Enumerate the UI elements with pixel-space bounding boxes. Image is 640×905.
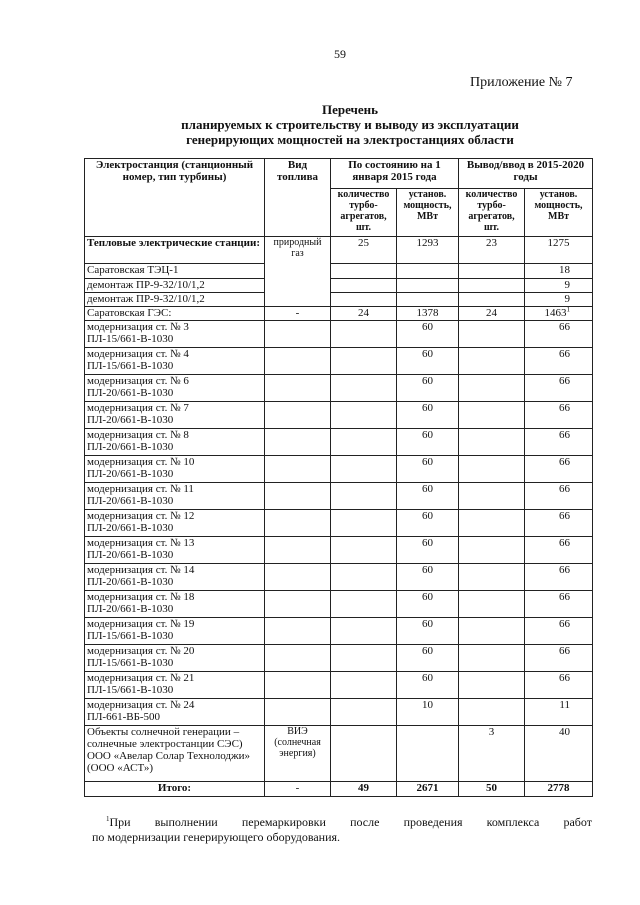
- footnote-word: перемаркировки: [241, 815, 326, 829]
- table-row-solar: [85, 726, 593, 782]
- footnote-word: после: [350, 815, 380, 829]
- capacity-value: 60: [397, 429, 459, 456]
- table-row-thermal: [85, 237, 593, 264]
- station-name: [85, 672, 265, 699]
- station-name: [85, 321, 265, 348]
- table-row-hydro: [85, 307, 593, 321]
- station-name: Саратовская ТЭЦ-1: [85, 264, 265, 279]
- capacity-value: 60: [397, 564, 459, 591]
- capacity2-value: 66: [525, 564, 593, 591]
- capacity-value: 60: [397, 483, 459, 510]
- table-row-modernization: [85, 429, 593, 456]
- station-name: Тепловые электрические станции:: [85, 237, 265, 264]
- modernization-title: модернизация ст. № 6: [87, 375, 189, 387]
- modernization-title: модернизация ст. № 12: [87, 510, 195, 522]
- modernization-title: модернизация ст. № 3: [87, 321, 189, 333]
- table-row-tec: [85, 264, 593, 279]
- capacity-value: 60: [397, 645, 459, 672]
- capacity2-value: 66: [525, 429, 593, 456]
- station-name: Объекты солнечной генерации – солнечные электростанции СЭС) ООО «Авелар Солар Технолоджи» (ООО «АСТ»): [85, 726, 265, 782]
- table-row-modernization: [85, 375, 593, 402]
- station-name: [85, 645, 265, 672]
- header-state-2015: По состоянию на 1 января 2015 года: [331, 159, 459, 189]
- footnote-word: работ: [563, 815, 592, 829]
- fuel-type: -: [265, 307, 331, 321]
- capacity-total: 2671: [397, 782, 459, 797]
- fuel-type: -: [265, 782, 331, 797]
- footnote-mark: 1: [106, 815, 110, 823]
- station-name: [85, 429, 265, 456]
- turbine-type: ПЛ-15/661-В-1030: [87, 333, 174, 345]
- units2-value: 3: [459, 726, 525, 782]
- footnote: [92, 815, 592, 845]
- station-name: [85, 348, 265, 375]
- capacity2-value: 66: [525, 402, 593, 429]
- capacity2-number: 1463: [544, 307, 567, 319]
- header-capacity: установ. мощность, МВт: [397, 189, 459, 237]
- turbine-type: ПЛ-20/661-В-1030: [87, 468, 174, 480]
- capacity-table: [84, 158, 593, 797]
- capacity2-value: 9: [525, 293, 593, 307]
- capacity-value: 1293: [397, 237, 459, 264]
- table-row-modernization: [85, 618, 593, 645]
- footnote-line-2: по модернизации генерирующего оборудования.: [92, 830, 341, 844]
- turbine-type: ПЛ-20/661-В-1030: [87, 603, 174, 615]
- station-name: Саратовская ГЭС:: [85, 307, 265, 321]
- capacity2-value: 66: [525, 510, 593, 537]
- station-name: [85, 483, 265, 510]
- table-row-modernization: [85, 321, 593, 348]
- turbine-type: ПЛ-20/661-В-1030: [87, 441, 174, 453]
- footnote-word: [106, 815, 131, 830]
- turbine-type: ПЛ-661-ВБ-500: [87, 711, 161, 723]
- document-title: Перечень: [321, 102, 379, 117]
- capacity2-value: 66: [525, 321, 593, 348]
- station-name: [85, 564, 265, 591]
- turbine-type: ПЛ-15/661-В-1030: [87, 630, 174, 642]
- turbine-type: ПЛ-15/661-В-1030: [87, 684, 174, 696]
- appendix-label: Приложение № 7: [470, 75, 573, 90]
- footnote-word: комплекса: [486, 815, 540, 829]
- turbine-type: ПЛ-20/661-В-1030: [87, 522, 174, 534]
- capacity2-value: 66: [525, 618, 593, 645]
- capacity-value: 60: [397, 618, 459, 645]
- capacity2-value: [525, 307, 593, 321]
- modernization-title: модернизация ст. № 10: [87, 456, 195, 468]
- table-row-modernization: [85, 564, 593, 591]
- capacity2-value: 66: [525, 672, 593, 699]
- table-row-modernization: [85, 510, 593, 537]
- turbine-type: ПЛ-15/661-В-1030: [87, 360, 174, 372]
- capacity-value: 1378: [397, 307, 459, 321]
- station-name: [85, 510, 265, 537]
- capacity-value: 60: [397, 348, 459, 375]
- capacity-value: 60: [397, 672, 459, 699]
- station-name: [85, 402, 265, 429]
- turbine-type: ПЛ-15/661-В-1030: [87, 657, 174, 669]
- table-row-modernization: [85, 672, 593, 699]
- modernization-title: модернизация ст. № 7: [87, 402, 189, 414]
- capacity2-value: 1275: [525, 237, 593, 264]
- capacity2-value: 66: [525, 456, 593, 483]
- station-name: демонтаж ПР-9-32/10/1,2: [85, 293, 265, 307]
- modernization-title: модернизация ст. № 20: [87, 645, 195, 657]
- footnote-word: проведения: [403, 815, 463, 829]
- units-value: 25: [331, 237, 397, 264]
- modernization-title: модернизация ст. № 4: [87, 348, 189, 360]
- modernization-title: модернизация ст. № 14: [87, 564, 195, 576]
- capacity2-value: 40: [525, 726, 593, 782]
- station-name: [85, 537, 265, 564]
- table-row-modernization: [85, 348, 593, 375]
- station-name: [85, 456, 265, 483]
- header-units-2: количество турбо-агрегатов, шт.: [459, 189, 525, 237]
- station-name: [85, 375, 265, 402]
- capacity2-value: 66: [525, 483, 593, 510]
- capacity2-value: 66: [525, 348, 593, 375]
- document-subtitle-line-2: генерирующих мощностей на электростанциях области: [186, 132, 514, 147]
- units2-value: 23: [459, 237, 525, 264]
- footnote-marker: 1: [566, 306, 571, 314]
- units-total: 49: [331, 782, 397, 797]
- header-fuel: Вид топлива: [265, 159, 331, 237]
- station-name: демонтаж ПР-9-32/10/1,2: [85, 279, 265, 293]
- capacity-value: 60: [397, 321, 459, 348]
- capacity-value: 10: [397, 699, 459, 726]
- table-row-modernization: [85, 645, 593, 672]
- station-name: [85, 699, 265, 726]
- fuel-type: природный газ: [265, 237, 331, 307]
- table-row-modernization: [85, 699, 593, 726]
- capacity-value: 60: [397, 591, 459, 618]
- footnote-word-text: При: [109, 815, 131, 829]
- header-station: Электростанция (станционный номер, тип турбины): [85, 159, 265, 237]
- modernization-title: модернизация ст. № 18: [87, 591, 195, 603]
- document-subtitle-line-1: планируемых к строительству и выводу из эксплуатации: [181, 117, 519, 132]
- modernization-title: модернизация ст. № 19: [87, 618, 195, 630]
- modernization-title: модернизация ст. № 21: [87, 672, 195, 684]
- footnote-line-1: [92, 815, 592, 830]
- table-row-modernization: [85, 456, 593, 483]
- modernization-title: модернизация ст. № 8: [87, 429, 189, 441]
- capacity2-value: 9: [525, 279, 593, 293]
- capacity-value: 60: [397, 510, 459, 537]
- table-row-modernization: [85, 483, 593, 510]
- capacity-value: 60: [397, 537, 459, 564]
- turbine-type: ПЛ-20/661-В-1030: [87, 495, 174, 507]
- turbine-type: ПЛ-20/661-В-1030: [87, 414, 174, 426]
- modernization-title: модернизация ст. № 24: [87, 699, 195, 711]
- table-row-dismantle: [85, 293, 593, 307]
- units-value: 24: [331, 307, 397, 321]
- capacity2-total: 2778: [525, 782, 593, 797]
- station-name: [85, 618, 265, 645]
- footnote-word: выполнении: [154, 815, 218, 829]
- turbine-type: ПЛ-20/661-В-1030: [87, 576, 174, 588]
- capacity2-value: 66: [525, 591, 593, 618]
- capacity2-value: 18: [525, 264, 593, 279]
- turbine-type: ПЛ-20/661-В-1030: [87, 549, 174, 561]
- capacity-value: 60: [397, 402, 459, 429]
- table-row-modernization: [85, 537, 593, 564]
- capacity-value: 60: [397, 375, 459, 402]
- fuel-type: ВИЭ (солнечная энергия): [265, 726, 331, 782]
- table-row-modernization: [85, 402, 593, 429]
- header-units: количество турбо-агрегатов, шт.: [331, 189, 397, 237]
- units2-total: 50: [459, 782, 525, 797]
- total-label: Итого:: [85, 782, 265, 797]
- table-row-modernization: [85, 591, 593, 618]
- table-row-dismantle: [85, 279, 593, 293]
- capacity-value: 60: [397, 456, 459, 483]
- modernization-title: модернизация ст. № 11: [87, 483, 194, 495]
- station-name: [85, 591, 265, 618]
- modernization-title: модернизация ст. № 13: [87, 537, 195, 549]
- capacity2-value: 66: [525, 537, 593, 564]
- capacity2-value: 66: [525, 375, 593, 402]
- page-number: 59: [334, 47, 346, 61]
- capacity2-value: 11: [525, 699, 593, 726]
- turbine-type: ПЛ-20/661-В-1030: [87, 387, 174, 399]
- units2-value: 24: [459, 307, 525, 321]
- header-capacity-2: установ. мощность, МВт: [525, 189, 593, 237]
- header-change-2015-2020: Вывод/ввод в 2015-2020 годы: [459, 159, 593, 189]
- capacity2-value: 66: [525, 645, 593, 672]
- table-row-total: [85, 782, 593, 797]
